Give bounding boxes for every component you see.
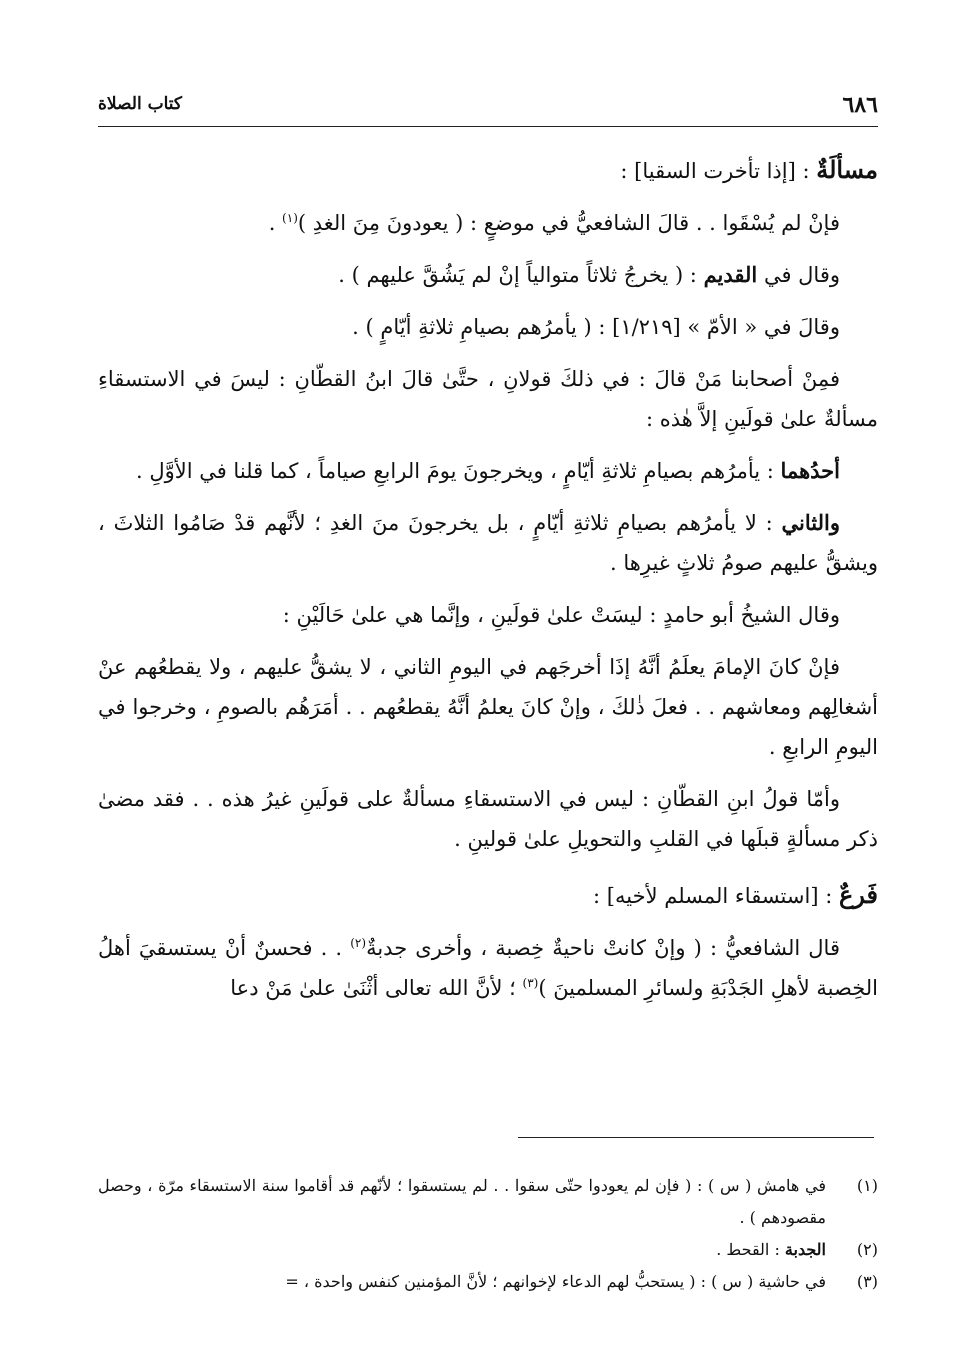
footnote: [98, 1266, 878, 1298]
paragraph: [98, 503, 878, 583]
main-text: [98, 150, 878, 1020]
paragraph: وأمّا قولُ ابنِ القطّانِ : ليس في الاستسقاءِ مسألةٌ على قولَينِ غيرُ هذه . . فقد مضىٰ ذكر مسألةٍ قبلَها في القلبِ والتحويلِ علىٰ قولينِ .: [98, 787, 878, 851]
footnote-number: (٣): [856, 1272, 878, 1291]
footnote: [98, 1234, 878, 1266]
footnote-ref-3[interactable]: (٣): [522, 976, 539, 990]
branch-label: فَرعٌ: [838, 880, 878, 909]
footnote-ref-2[interactable]: (٢): [350, 936, 367, 950]
footnotes: [98, 1170, 878, 1298]
header-rule: [98, 126, 878, 127]
footnote-text: في حاشية ( س ) : ( يستحبُّ لهم الدعاء لإخوانهم ؛ لأنَّ المؤمنين كنفس واحدة ، =: [285, 1272, 826, 1291]
footnote: [98, 1170, 878, 1234]
paragraph-text: : لا يأمرُهم بصيامِ ثلاثةِ أيّامٍ ، بل يخرجونَ منَ الغدِ ؛ لأنَّهم قدْ صَامُوا الثلاثَ ، ويشقُّ عليهم صومُ ثلاثٍ غيرِها .: [98, 511, 878, 575]
footnote-text: في هامش ( س ) : ( فإن لم يعودوا حتّى سقوا . . لم يستسقوا ؛ لأنّهم قد أقاموا سنة الاستسقاء مرّة ، وحصل مقصودهم ) .: [98, 1176, 826, 1227]
footnote-separator: [518, 1137, 874, 1138]
paragraph: وقالَ في « الأمّ » [١/٢١٩] : ( يأمرُهم بصيامِ ثلاثةِ أيّامٍ ) .: [352, 315, 840, 339]
footnote-number: (٢): [856, 1240, 878, 1259]
paragraph-text: .: [268, 211, 283, 235]
bold-term: القديم: [703, 262, 758, 287]
branch-heading: [98, 875, 878, 916]
branch-title: : [استسقاء المسلم لأخيه] :: [593, 884, 839, 908]
paragraph-text: : ( يخرجُ ثلاثاً متوالياً إنْ لم يَشُقَّ عليهم ) .: [338, 263, 704, 287]
paragraph: [98, 203, 878, 243]
issue-heading: [98, 150, 878, 191]
paragraph: وقال الشيخُ أبو حامدٍ : ليسَتْ علىٰ قولَينِ ، وإنَّما هي علىٰ حَالَيْنِ :: [282, 603, 840, 627]
paragraph: فإنْ كانَ الإمامَ يعلَمُ أنَّهُ إذَا أخرجَهم في اليومِ الثاني ، لا يشقُّ عليهم ، ولا يقطعُهم عنْ أشغالِهم ومعاشهم . . فعلَ ذٰلكَ ، وإنْ كانَ يعلمُ أنَّهُ يقطعُهم . . أمَرَهُم بالصومِ ، وخرجوا في اليومِ الرابعِ .: [98, 655, 878, 759]
paragraph-text: . . فحسنٌ أنْ يستسقيَ أهلُ الخِصبة لأهلِ الجَدْبَةِ ولسائرِ المسلمينَ ): [98, 936, 878, 1000]
issue-label: مسألَةٌ: [816, 155, 878, 184]
paragraph-text: قال الشافعيُّ : ( وإنْ كانتْ ناحيةٌ خِصبة ، وأخرى جدبةٌ: [366, 936, 840, 960]
issue-title: : [إذا تأخرت السقيا] :: [620, 159, 817, 183]
footnote-term: الجدبة: [784, 1240, 826, 1259]
bold-term: والثاني: [781, 510, 840, 535]
footnote-ref-1[interactable]: (١): [282, 211, 298, 225]
paragraph: [98, 451, 878, 491]
paragraph: [98, 255, 878, 295]
footnote-text: [98, 1234, 826, 1266]
footnote-definition: : القحط .: [716, 1240, 785, 1259]
bold-term: أحدُهما: [780, 458, 840, 483]
page-number: ٦٨٦: [842, 92, 878, 118]
paragraph-text: ؛ لأنَّ الله تعالى أثْنَىٰ علىٰ مَنْ دعا: [230, 976, 523, 1000]
running-header: [98, 92, 878, 122]
book-title: كتاب الصلاة: [98, 94, 183, 114]
paragraph-text: وقال في: [757, 263, 840, 287]
paragraph-text: : يأمرُهم بصيامِ ثلاثةِ أيّامٍ ، ويخرجونَ يومَ الرابعِ صياماً ، كما قلنا في الأوَّلِ .: [135, 459, 781, 483]
paragraph: فمِنْ أصحابنا مَنْ قالَ : في ذلكَ قولانِ ، حتَّىٰ قالَ ابنُ القطّانِ : ليسَ في الاستسقاءِ مسألةٌ علىٰ قولَينِ إلاَّ هٰذه :: [98, 367, 878, 431]
paragraph-text: فإنْ لم يُسْقَوا . . قالَ الشافعيُّ في موضعٍ : ( يعودونَ مِنَ الغدِ ): [297, 211, 840, 235]
footnote-number: (١): [856, 1176, 878, 1195]
paragraph: [98, 928, 878, 1008]
